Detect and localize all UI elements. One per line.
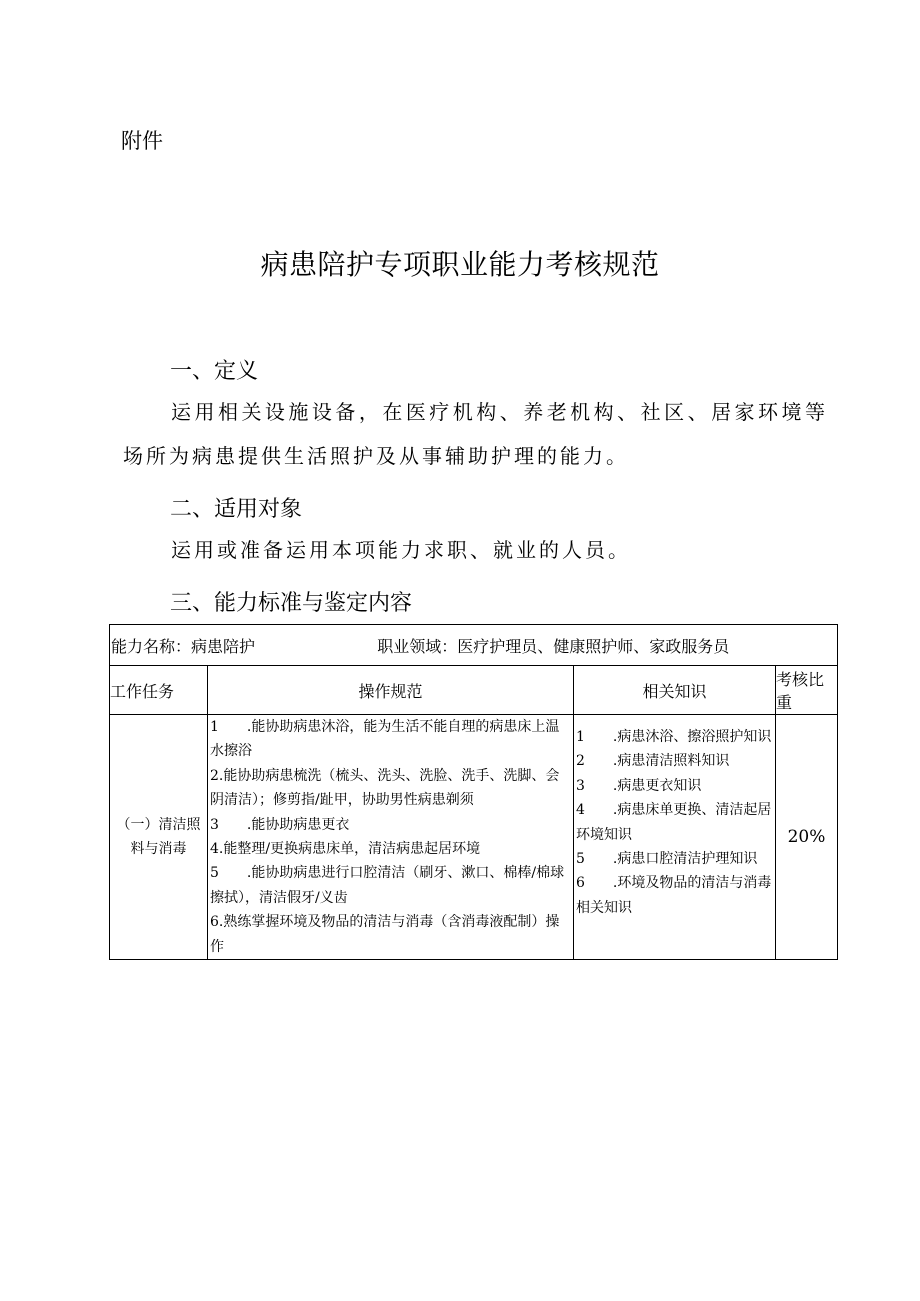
knowledge-cell [574,715,776,960]
ability-name: 能力名称：病患陪护 [111,636,256,656]
operation-item: 1 .能协助病患沐浴，能为生活不能自理的病患床上温水擦浴 [210,719,560,760]
target-text: 运用或准备运用本项能力求职、就业的人员。 [171,538,631,562]
table-row [110,715,838,960]
section-heading-standards: 三、能力标准与鉴定内容 [170,591,413,616]
knowledge-item: 2 .病患清洁照料知识 [576,753,730,770]
operation-item: 3 .能协助病患更衣 [210,816,350,833]
knowledge-item: 3 .病患更衣知识 [576,777,702,794]
header-operation: 操作规范 [208,666,574,715]
section-heading-definition: 一、定义 [170,359,259,384]
knowledge-item: 5 .病患口腔清洁护理知识 [576,851,758,868]
ratio-cell: 20% [776,715,838,960]
table-meta-row [110,625,838,666]
header-ratio: 考核比重 [776,666,838,715]
table-header-row [110,666,838,715]
header-knowledge: 相关知识 [574,666,776,715]
knowledge-item: 1 .病患沐浴、擦浴照护知识 [576,729,772,745]
definition-text: 运用相关设施设备，在医疗机构、养老机构、社区、居家环境等场所为病患提供生活照护及从事辅助护理的能力。 [123,400,828,468]
header-task: 工作任务 [110,666,208,715]
task-cell: （一）清洁照料与消毒 [110,715,208,960]
attachment-label: 附件 [121,129,163,153]
operation-item: 5 .能协助病患进行口腔清洁（刷牙、漱口、棉棒/棉球擦拭），清洁假牙/义齿 [210,865,565,906]
operation-cell [208,715,574,960]
meta-cell [110,625,838,666]
occupation-field: 职业领域：医疗护理员、健康照护师、家政服务员 [377,636,730,656]
standards-table [109,624,838,960]
document-title: 病患陪护专项职业能力考核规范 [260,248,660,281]
knowledge-item: 4 .病患床单更换、清洁起居环境知识 [576,802,772,843]
operation-item: 4.能整理/更换病患床单，清洁病患起居环境 [210,841,481,858]
section-heading-target: 二、适用对象 [170,497,303,522]
operation-item: 2.能协助病患梳洗（梳头、洗头、洗脸、洗手、洗脚、会阴清洁）；修剪指/趾甲，协助男性病患剃须 [210,767,560,809]
knowledge-item: 6 .环境及物品的清洁与消毒相关知识 [576,875,772,916]
operation-item: 6.熟练掌握环境及物品的清洁与消毒（含消毒液配制）操作 [210,914,560,955]
